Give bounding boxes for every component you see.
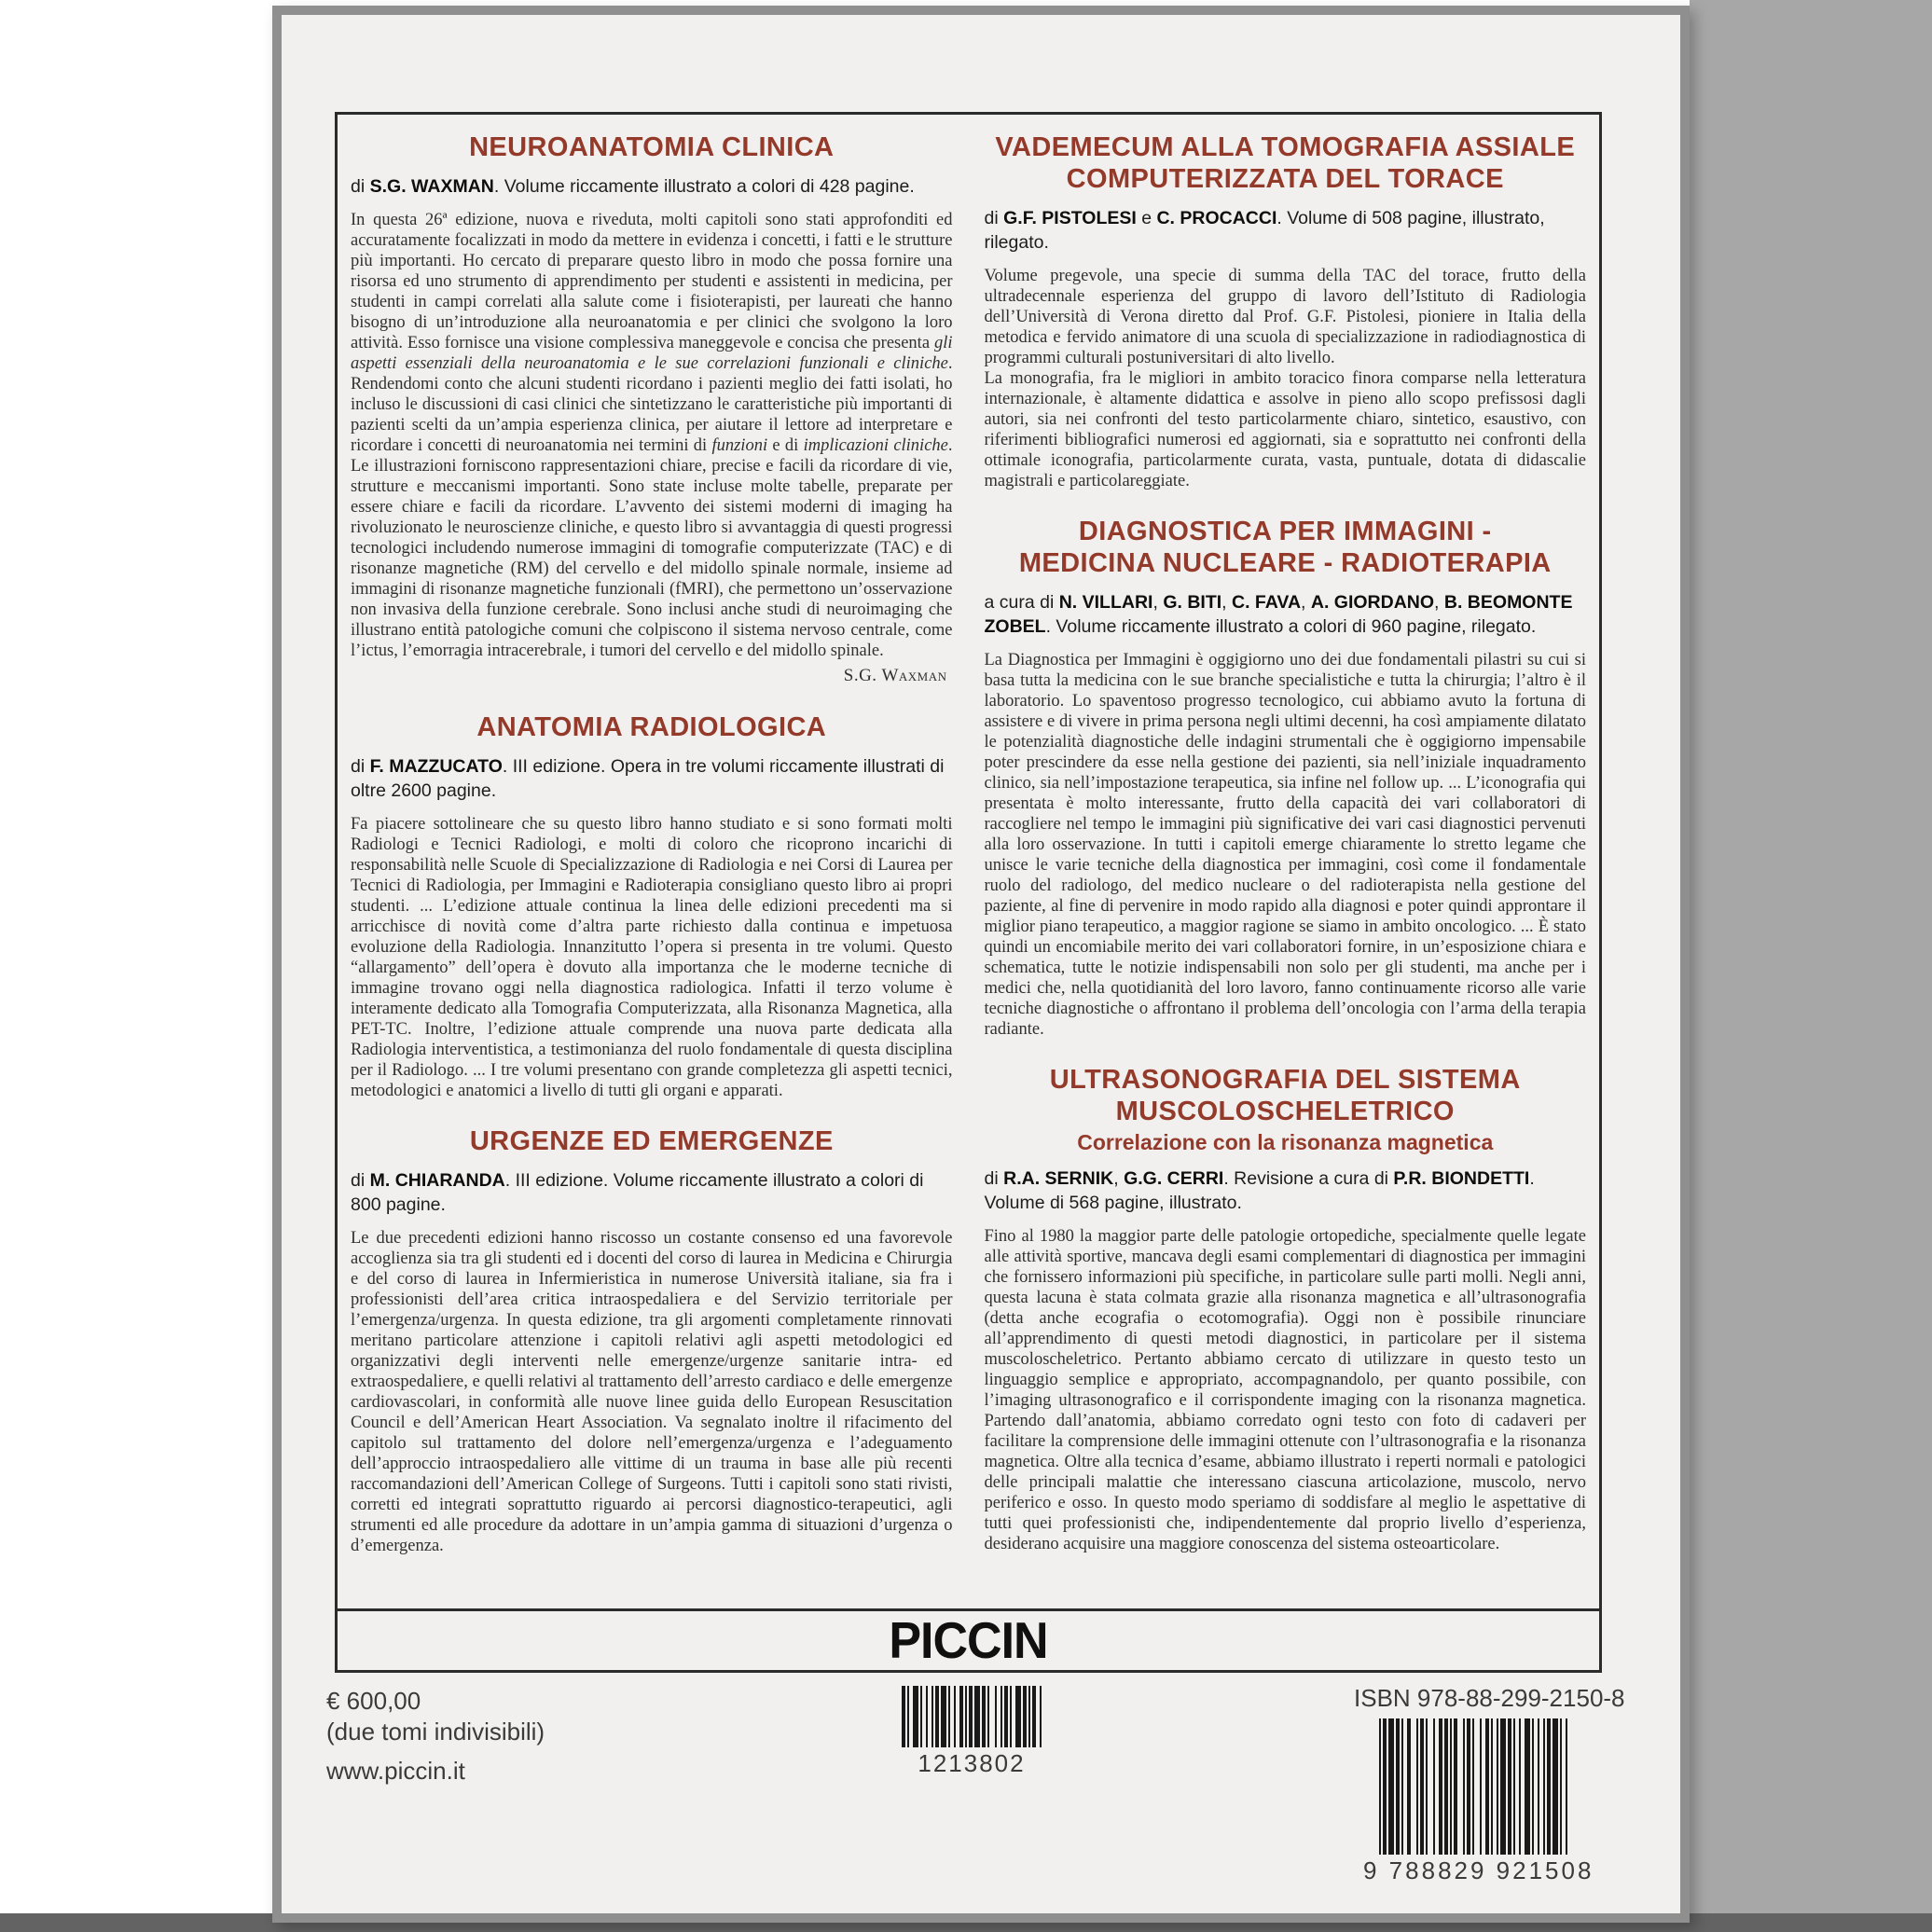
item-barcode-number: 1213802 — [918, 1749, 1026, 1777]
price-note: (due tomi indivisibili) — [326, 1718, 545, 1746]
author-signature: S.G. Waxman — [843, 666, 947, 685]
section-title — [351, 1125, 953, 1157]
publisher-logo: PICCIN — [889, 1612, 1048, 1669]
section-ultrasonografia-muscoloscheletrico — [985, 1064, 1587, 1554]
price-block — [326, 1686, 545, 1747]
book-cover — [272, 6, 1690, 1923]
section-vademecum-tac-torace — [985, 131, 1587, 491]
columns — [338, 115, 1599, 1608]
paragraph: Volume pregevole, una specie di summa della TAC del torace, frutto della ultradecennale esperienza del gruppo di lavoro dell’Istituto di Radiologia dell’Università di Verona diretto dal Prof. G.F. Pistolesi, pioniere in Italia della metodica e fervido animatore di una scuola di specializzazione in radiodiagnostica di programmi culturali postuniversitari di alto livello. — [984, 267, 1586, 367]
paragraph: La Diagnostica per Immagini è oggigiorno uno dei due fondamentali pilastri su cui si basa tutta la medicina con le sue branche specialistiche e tutta la chirurgia; l’altro è il laboratorio. Lo spaventoso progresso tecnologico, cui abbiamo avuto la fortuna di assistere e di vivere in prima persona negli ultimi decenni, ha così ampiamente dilatato le potenzialità diagnostiche delle indagini strumentali che è oggigiorno impensabile poter prescindere da esse nella gestione dei pazienti, sia nell’iniziale inquadramento clinico, sia nell’impostazione terapeutica, sia infine nel follow up. ... L’iconografia qui presentata è molto interessante, frutto della capacità dei vari collaboratori di raccogliere nel tempo le immagini più significative dei vari casi diagnostici pervenuti alla loro osservazione. In tutti i capitoli emerge chiaramente lo stretto legame che unisce le varie tecniche della diagnostica per immagini, così come il fondamentale ruolo del radiologo, del medico nucleare o del radioterapista nella gestione del paziente, al fine di pervenire in modo rapido alla diagnosi e poter quindi approntare il miglior piano terapeutico, a maggior ragione se siamo in ambito oncologico. ... È stato quindi un encomiabile merito dei vari collaboratori fornire, in un’esposizione chiara e schematica, tutte le notizie indispensabili non solo per gli studenti, ma anche per i medici che, nella quotidianità del loro lavoro, fanno continuamente ricorso alle varie tecniche diagnostiche o affrontano il problema dell’oncologia con l’arma della terapia radiante. — [984, 651, 1586, 1039]
section-byline: di R.A. SERNIK, G.G. CERRI. Revisione a cura di P.R. BIONDETTI. Volume di 568 pagine, illustrato. — [984, 1168, 1535, 1213]
item-barcode — [883, 1686, 1060, 1778]
section-paragraphs — [985, 1226, 1587, 1554]
text-frame — [335, 112, 1602, 1673]
title-line: ANATOMIA RADIOLOGICA — [476, 712, 827, 742]
section-neuroanatomia-clinica — [351, 131, 953, 687]
column-left — [351, 131, 953, 1603]
price: € 600,00 — [326, 1687, 421, 1715]
section-paragraphs — [351, 814, 953, 1101]
title-line: MEDICINA NUCLEARE - RADIOTERAPIA — [1018, 548, 1552, 578]
title-line: COMPUTERIZZATA DEL TORACE — [1066, 164, 1504, 194]
title-line: VADEMECUM ALLA TOMOGRAFIA ASSIALE — [995, 132, 1576, 162]
section-byline: di M. CHIARANDA. III edizione. Volume riccamente illustrato a colori di 800 pagine. — [351, 1170, 924, 1215]
paragraph: La monografia, fra le migliori in ambito toracico finora comparse nella letteratura internazionale, è altamente didattica e assolve in pieno allo scopo prefissosi dagli autori, sia nei confronti del testo particolarmente chiaro, sintetico, esaustivo, con riferimenti bibliografici numerosi ed aggiornati, sia e soprattutto nei confronti della ottimale iconografia, particolarmente curata, vasta, puntuale, dotata di didascalie magistrali e particolareggiate. — [984, 369, 1586, 490]
section-diagnostica-per-immagini — [985, 516, 1587, 1040]
section-paragraphs — [351, 210, 953, 661]
section-title — [985, 1064, 1587, 1127]
section-title — [985, 516, 1587, 579]
isbn-block — [1354, 1684, 1625, 1885]
paragraph: Fa piacere sottolineare che su questo libro hanno studiato e si sono formati molti Radiologi e Tecnici Radiologi, e molti di coloro che ricoprono incarichi di responsabilità nelle Scuole di Specializzazione di Radiologia e nei Corsi di Laurea per Tecnici di Radiologia, per Immagini e Radioterapia consigliano questo libro ai propri studenti. ... L’edizione attuale continua la linea delle edizioni precedenti ma si arricchisce di novità come d’altra parte richiesto dalla continua e impetuosa evoluzione della Radiologia. Innanzitutto l’opera si presenta in tre volumi. Questo “allargamento” dell’opera è dovuto alla importanza che le moderne tecniche di immagine trovano oggi nella diagnostica radiologica. Infatti il terzo volume è interamente dedicato alla Tomografia Computerizzata, alla Risonanza Magnetica, alla PET-TC. Inoltre, l’edizione attuale comprende una nuova parte dedicata alla Radiologia interventistica, a testimonianza del ruolo fondamentale di questa disciplina per il Radiologo. ... I tre volumi presentano con grande completezza gli aspetti tecnici, metodologici e anatomici a livello di tutti gli organi e apparati. — [351, 815, 953, 1100]
title-line: DIAGNOSTICA PER IMMAGINI - — [1078, 517, 1492, 546]
website-url: www.piccin.it — [326, 1757, 465, 1785]
title-line: ULTRASONOGRAFIA DEL SISTEMA — [1049, 1065, 1521, 1095]
paragraph: In questa 26ª edizione, nuova e riveduta, molti capitoli sono stati approfonditi ed accuratamente focalizzati in modo da mettere in evidenza i concetti, i fatti e le strutture più importanti. Ho cercato di preparare questo libro in modo che possa fornire una risorsa ed uno strumento di apprendimento per studenti e assistenti in medicina, per studenti in campi correlati alla salute come i fisioterapisti, per laureati che hanno bisogno di un’introduzione alla neuroanatomia e per clinici che svolgono la loro attività. Esso fornisce una visione complessiva maneggevole e concisa che presenta gli aspetti essenziali della neuroanatomia e le sue correlazioni funzionali e cliniche. Rendendomi conto che alcuni studenti ricordano i pazienti meglio dei fatti isolati, ho incluso le discussioni di casi clinici che sintetizzano le caratteristiche più importanti di pazienti scelti da un’ampia esperienza clinica, per aiutare il lettore ad interpretare e ricordare i concetti di neuroanatomia nei termini di funzioni e di implicazioni cliniche. Le illustrazioni forniscono rappresentazioni chiare, precise e facili da ricordare di vie, strutture e meccanismi importanti. Sono state incluse molte tabelle, preparate per essere chiare e facili da ricordare. L’avvento dei sistemi moderni di imaging ha rivoluzionato le neuroscienze cliniche, e questo libro si avvantaggia di questi progressi tecnologici includendo numerose immagini di tomografie computerizzate (TAC) e di risonanze magnetiche (RM) del cervello e del midollo spinale normale, insieme ad immagini di risonanze magnetiche funzionali (fMRI), che permettono un’osservazione non invasiva della funzione cerebrale. Sono inclusi anche studi di neuroimaging che illustrano entità patologiche comuni che colpiscono il sistema nervoso centrale, come l’ictus, l’emorragia intracerebrale, i tumori del cervello e del midollo spinale. — [351, 211, 953, 660]
title-line: URGENZE ED EMERGENZE — [469, 1126, 834, 1156]
background-right-band — [1690, 0, 1932, 1932]
section-paragraphs — [985, 266, 1587, 491]
isbn-label: ISBN 978-88-299-2150-8 — [1354, 1684, 1625, 1712]
ean-barcode-bars — [1368, 1718, 1579, 1855]
section-title — [985, 131, 1587, 195]
title-line: NEUROANATOMIA CLINICA — [469, 132, 835, 162]
section-title — [351, 711, 953, 743]
publisher-strip — [338, 1608, 1599, 1670]
title-line: MUSCOLOSCHELETRICO — [1115, 1097, 1455, 1126]
section-byline: di G.F. PISTOLESI e C. PROCACCI. Volume di 508 pagine, illustrato, rilegato. — [984, 208, 1545, 253]
ean-digits: 9 788829 921508 — [1363, 1856, 1594, 1884]
section-title — [351, 131, 953, 163]
section-paragraphs — [351, 1228, 953, 1556]
section-byline: a cura di N. VILLARI, G. BITI, C. FAVA, A. GIORDANO, B. BEOMONTE ZOBEL. Volume riccamente illustrato a colori di 960 pagine, rilegato. — [984, 592, 1573, 637]
section-paragraphs — [985, 650, 1587, 1040]
section-urgenze-ed-emergenze — [351, 1125, 953, 1556]
paragraph: Le due precedenti edizioni hanno riscosso un costante consenso ed una favorevole accoglienza sia tra gli studenti ed i docenti del corso di laurea in Medicina e Chirurgia e del corso di laurea in Infermieristica in numerose Università italiane, sia fra i professionisti dell’area critica intraospedaliera e del Servizio territoriale per l’emergenza/urgenza. In questa edizione, tra gli argomenti completamente rinnovati meritano particolare attenzione i capitoli relativi agli aspetti metodologici ed organizzativi degli interventi nelle emergenze/urgenze sanitarie intra- ed extraospedaliere, e quelli relativi al trattamento dell’arresto cardiaco e delle emergenze cardiovascolari, in conformità alle nuove linee guida dello European Resuscitation Council e dell’American Heart Association. Va segnalato inoltre il rifacimento del capitolo sul trattamento del dolore nell’emergenza/urgenza e l’adeguamento dell’approccio intraospedaliero alle vittime di un trauma in base alle più recenti raccomandazioni dell’American College of Surgeons. Tutti i capitoli sono stati rivisti, corretti ed integrati soprattutto riguardo ai percorsi diagnostico-terapeutici, agli strumenti ed alle procedure da adottare in un’ampia gamma di situazioni d’urgenza o d’emergenza. — [351, 1229, 953, 1555]
column-right — [985, 131, 1587, 1603]
section-anatomia-radiologica — [351, 711, 953, 1101]
section-byline: di F. MAZZUCATO. III edizione. Opera in tre volumi riccamente illustrati di oltre 2600 pagine. — [351, 756, 945, 801]
item-barcode-bars — [888, 1686, 1056, 1747]
section-subtitle: Correlazione con la risonanza magnetica — [1077, 1130, 1494, 1154]
paragraph: Fino al 1980 la maggior parte delle patologie ortopediche, specialmente quelle legate alle attività sportive, mancava degli esami complementari di diagnostica per immagini che fornissero informazioni più specifiche, in particolare sulle parti molli. Negli anni, questa lacuna è stata colmata grazie alla risonanza magnetica e all’ultrasonografia (detta anche ecografia o ecotomografia). Oggi non è possibile rinunciare all’apprendimento di questi metodi diagnostici, in particolare per il sistema muscoloscheletrico. Pertanto abbiamo cercato di utilizzare in questo testo un linguaggio semplice e appropriato, accompagnandolo, per quanto possibile, con l’imaging ultrasonografico e il corrispondente imaging con la risonanza magnetica. Partendo dall’anatomia, abbiamo corredato ogni testo con foto di cadaveri per facilitare la comprensione delle immagini ottenute con l’ultrasonografia e la risonanza magnetica. Oltre alla tecnica d’esame, abbiamo illustrato i reperti normali e patologici delle principali malattie che interessano ciascuna articolazione, muscolo, nervo periferico e osso. In questo modo speriamo di soddisfare al meglio le aspettative di tutti quei professionisti che, indipendentemente dal proprio livello d’esperienza, desiderano acquisire una maggiore conoscenza del sistema osteoarticolare. — [984, 1227, 1586, 1553]
section-byline: di S.G. WAXMAN. Volume riccamente illustrato a colori di 428 pagine. — [351, 176, 915, 197]
